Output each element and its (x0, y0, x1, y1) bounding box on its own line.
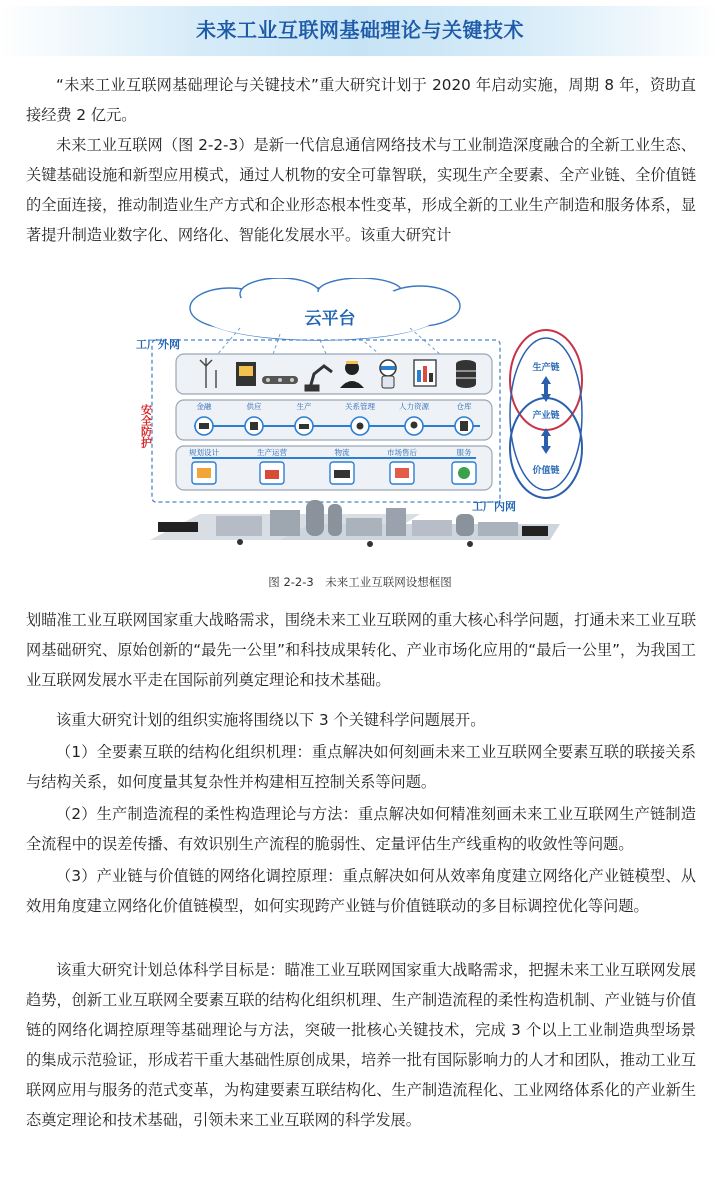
finance-icon (199, 423, 209, 429)
inner-network-label: 工厂内网 (472, 500, 516, 513)
operator-terminal-icon (236, 362, 256, 386)
supply-icon (250, 422, 258, 430)
industrial-internet-diagram (120, 278, 600, 570)
row3-label-planning: 规划设计 (189, 448, 219, 457)
security-label: 安全防护 (139, 404, 153, 448)
conveyor-icon (262, 376, 298, 384)
paragraph-continued: 划瞄准工业互联网国家重大战略需求，围绕未来工业互联网的重大核心科学问题，打通未来工业互联网基础研究、原始创新的“最先一公里”和科技成果转化、产业市场化应用的“最后一公里”，为我国工业互联网发展水平走在国际前列奠定理论和技术基础。 (26, 611, 696, 689)
paragraph-question-2: （2）生产制造流程的柔性构造理论与方法：重点解决如何精准刻画未来工业互联网生产链制造全流程中的误差传播、有效识别生产流程的脆弱性、定量评估生产线重构的收敛性等问题。 (26, 805, 696, 853)
row2-label-relationship: 关系管理 (345, 402, 375, 411)
hr-icon (411, 422, 418, 429)
service-robot-icon (380, 360, 396, 388)
row3-label-operations: 生产运营 (257, 448, 287, 457)
outer-network-label: 工厂外网 (136, 338, 180, 351)
paragraph-questions-intro: 该重大研究计划的组织实施将围绕以下 3 个关键科学问题展开。 (56, 711, 486, 729)
chain-label-value: 价值链 (532, 466, 560, 476)
row3-label-service: 服务 (456, 448, 472, 457)
planning-icon (197, 468, 211, 478)
relationship-icon (357, 423, 364, 430)
row3-label-aftersales: 市场售后 (387, 448, 417, 457)
row2-label-warehouse: 仓库 (456, 402, 472, 411)
figure-caption: 图 2-2-3 未来工业互联网设想框图 (268, 575, 452, 589)
dashboard-icon (414, 360, 436, 386)
production-icon (299, 424, 309, 429)
chain-label-industry: 产业链 (532, 411, 560, 421)
warehouse-icon (460, 421, 468, 431)
row3-label-logistics: 物流 (334, 448, 350, 457)
row2-label-finance: 金融 (196, 402, 212, 411)
paragraph-question-3: （3）产业链与价值链的网络化调控原理：重点解决如何从效率角度建立网络化产业链模型、从效用角度建立网络化价值链模型，如何实现跨产业链与价值链联动的多目标调控优化等问题。 (26, 867, 696, 915)
chain-label-production: 生产链 (532, 363, 560, 373)
service-icon (458, 467, 470, 479)
page-title: 未来工业互联网基础理论与关键技术 (196, 18, 524, 42)
aftersales-icon (395, 468, 409, 478)
cloud-label: 云平台 (304, 309, 356, 329)
paragraph-intro: “未来工业互联网基础理论与关键技术”重大研究计划于 2020 年启动实施，周期 8 年，资助直接经费 2 亿元。 (26, 76, 696, 124)
paragraph-goals: 该重大研究计划总体科学目标是：瞄准工业互联网国家重大战略需求，把握未来工业互联网发展趋势，创新工业互联网全要素互联的结构化组织机理、生产制造流程的柔性构造机制、产业链与价值链的网络化调控原理等基础理论与方法，突破一批核心关键技术，完成 3 个以上工业制造典型场景的集成示范验证，形成若干重大基础性原创成果，培养一批有国际影响力的人才和团队，推动工业互联网应用与服务的范式变革，为构建要素互联结构化、生产制造流程化、工业网络体系化的产业新生态奠定理论和技术基础，引领未来工业互联网的科学发展。 (26, 961, 696, 1129)
row2-label-production: 生产 (296, 402, 312, 411)
logistics-truck-icon (334, 470, 350, 478)
database-icon (456, 360, 476, 388)
paragraph-question-1: （1）全要素互联的结构化组织机理：重点解决如何刻画未来工业互联网全要素互联的联接关系与结构关系，如何度量其复杂性并构建相互控制关系等问题。 (26, 743, 696, 791)
row2-label-hr: 人力资源 (399, 402, 429, 411)
paragraph-definition: 未来工业互联网（图 2-2-3）是新一代信息通信网络技术与工业制造深度融合的全新工业生态、关键基础设施和新型应用模式，通过人机物的安全可靠智联，实现生产全要素、全产业链、全价值链的全面连接，推动制造业生产方式和企业形态根本性变革，形成全新的工业生产制造和服务体系，显著提升制造业数字化、网络化、智能化发展水平。该重大研究计 (26, 136, 696, 244)
row2-label-supply: 供应 (246, 402, 262, 411)
operations-icon (265, 470, 279, 479)
